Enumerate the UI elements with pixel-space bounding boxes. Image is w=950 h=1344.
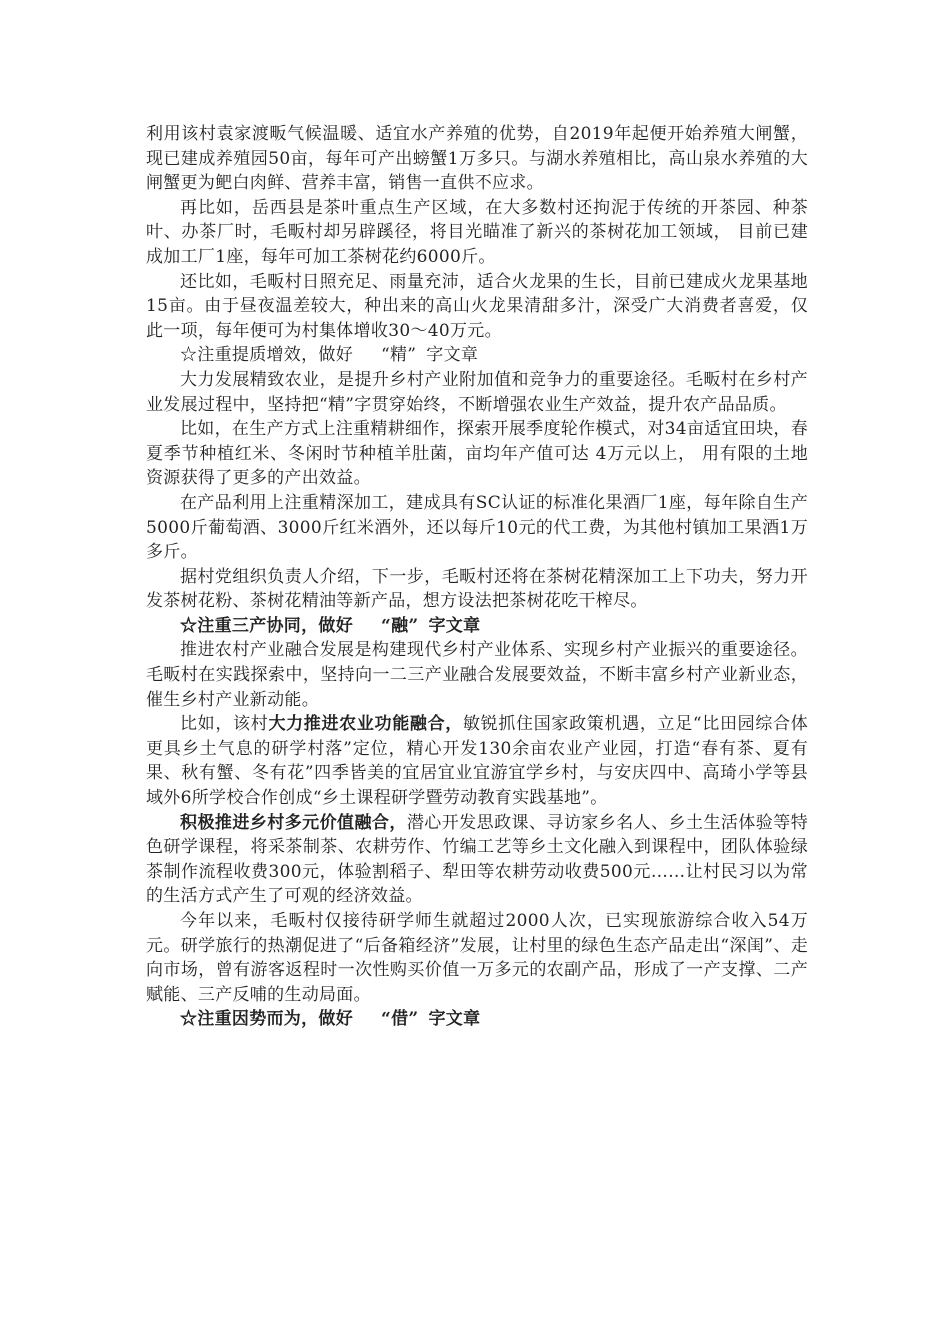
heading-suffix: 字文章 <box>428 615 481 636</box>
section-heading-jie <box>146 1007 808 1032</box>
paragraph-tea-flower: 再比如，岳西县是茶叶重点生产区域，在大多数村还拘泥于传统的开茶园、种茶叶、办茶厂时，毛畈村却另辟蹊径，将目光瞄准了新兴的茶树花加工领域， 目前已建成加工厂1座，每年可加工茶树花约6000斤。 <box>146 197 808 267</box>
heading-word: “精” <box>381 345 417 366</box>
paragraph-next-step: 据村党组织负责人介绍，下一步，毛畈村还将在茶树花精深加工上下功夫，努力开发茶树花粉、茶树花精油等新产品，想方设法把茶树花吃干榨尽。 <box>146 566 808 612</box>
paragraph-bold-phrase: 积极推进乡村多元价值融合， <box>180 812 407 833</box>
heading-prefix: ☆注重三产协同，做好 <box>180 615 353 636</box>
paragraph-value-fusion <box>146 811 808 909</box>
paragraph-study-tour: 今年以来，毛畈村仅接待研学师生就超过2000人次，已实现旅游综合收入54万元。研学旅行的热潮促进了“后备箱经济”发展，让村里的绿色生态产品走出“深闺”、走向市场，曾有游客返程时一次性购买价值一万多元的农副产品，形成了一产支撑、二产赋能、三产反哺的生动局面。 <box>146 911 808 1005</box>
heading-word: “借” <box>381 1009 419 1030</box>
paragraph-fine-agriculture: 大力发展精致农业，是提升乡村产业附加值和竞争力的重要途径。毛畈村在乡村产业发展过程中，坚持把“精”字贯穿始终，不断增强农业生产效益，提升农产品品质。 <box>146 369 808 415</box>
paragraph-dragon-fruit: 还比如，毛畈村日照充足、雨量充沛，适合火龙果的生长，目前已建成火龙果基地15亩。由于昼夜温差较大，种出来的高山火龙果清甜多汁，深受广大消费者喜爱，仅此一项，每年便可为村集体增收30～40万元。 <box>146 271 808 341</box>
heading-word: “融” <box>381 615 419 636</box>
paragraph-rest: 敏锐抓住国家政策机遇，立足“比田园综合体更具乡土气息的研学村落”定位，精心开发130余亩农业产业园，打造“春有茶、夏有果、秋有蟹、冬有花”四季皆美的宜居宜业宜游宜学乡村，与安庆四中、高琦小学等县域外6所学校合作创成“乡土课程研学暨劳动教育实践基地”。 <box>146 714 808 809</box>
paragraph-lead: 比如，该村 <box>180 714 269 735</box>
section-heading-jing <box>146 343 808 368</box>
heading-prefix: ☆注重提质增效，做好 <box>180 345 353 366</box>
paragraph-aquaculture: 利用该村袁家渡畈气候温暖、适宜水产养殖的优势，自2019年起便开始养殖大闸蟹，现已建成养殖园50亩，每年可产出螃蟹1万多只。与湖水养殖相比，高山泉水养殖的大闸蟹更为鲃白肉鲜、营养丰富，销售一直供不应求。 <box>146 124 808 194</box>
paragraph-function-fusion <box>146 712 808 810</box>
heading-suffix: 字文章 <box>428 1009 481 1030</box>
paragraph-rest: 潜心开发思政课、寻访家乡名人、乡土生活体验等特色研学课程，将采茶制茶、农耕劳作、竹编工艺等乡土文化融入到课程中，团队体验绿茶制作流程收费300元，体验割稻子、犁田等农耕劳动收费500元……让村民习以为常的生活方式产生了可观的经济效益。 <box>146 812 808 907</box>
paragraph-winery: 在产品利用上注重精深加工，建成具有SC认证的标准化果酒厂1座，每年除自生产5000斤葡萄酒、3000斤红米酒外，还以每斤10元的代工费，为其他村镇加工果酒1万多斤。 <box>146 492 808 563</box>
document-body <box>146 122 808 1032</box>
paragraph-bold-phrase: 大力推进农业功能融合， <box>268 714 463 735</box>
heading-prefix: ☆注重因势而为，做好 <box>180 1009 353 1030</box>
paragraph-crop-rotation: 比如，在生产方式上注重精耕细作，探索开展季度轮作模式，对34亩适宜田块，春夏季节种植红米、冬闲时节种植羊肚菌，亩均年产值可达 4万元以上， 用有限的土地资源获得了更多的产出效益。 <box>146 419 808 489</box>
paragraph-industry-fusion: 推进农村产业融合发展是构建现代乡村产业体系、实现乡村产业振兴的重要途径。毛畈村在实践探索中，坚持向一二三产业融合发展要效益，不断丰富乡村产业新业态，催生乡村产业新动能。 <box>146 640 808 710</box>
section-heading-rong <box>146 614 808 639</box>
heading-suffix: 字文章 <box>426 345 479 366</box>
